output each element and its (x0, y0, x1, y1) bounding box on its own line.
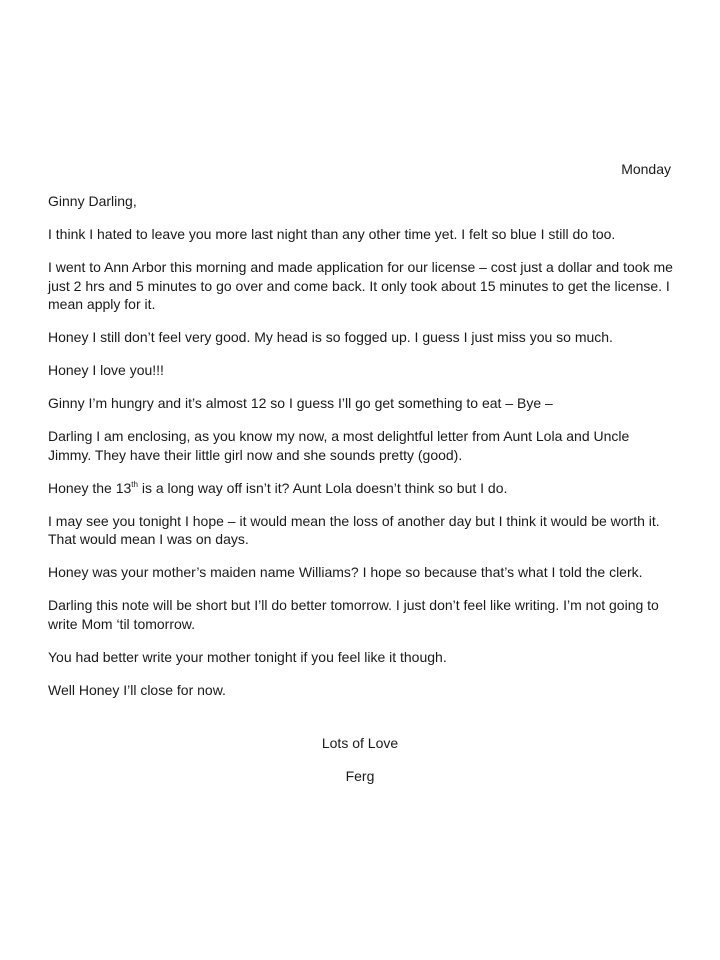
paragraph-7-start: Honey the 13 (48, 479, 132, 496)
salutation: Ginny Darling, (48, 193, 137, 209)
paragraph-9: Honey was your mother’s maiden name Williams? I hope so because that’s what I told the clerk. (48, 564, 643, 580)
paragraph-5: Ginny I’m hungry and it’s almost 12 so I guess I’ll go get something to eat – Bye – (48, 395, 553, 411)
closing-line: Lots of Love (321, 735, 399, 751)
signature: Ferg (345, 768, 375, 784)
paragraph-3: Honey I still don’t feel very good. My head is so fogged up. I guess I just miss you so much. (48, 329, 613, 345)
paragraph-7-end: is a long way off isn’t it? Aunt Lola doesn’t think so but I do. (137, 479, 508, 496)
paragraph-11: You had better write your mother tonight if you feel like it though. (48, 648, 447, 665)
paragraph-8: I may see you tonight I hope – it would mean the loss of another day but I think it would be worth it. That would mean I was on days. (48, 512, 660, 547)
ordinal-suffix: th (131, 479, 138, 489)
paragraph-10: Darling this note will be short but I’ll do better tomorrow. I just don’t feel like writing. I’m not going to write Mom ‘til tomorrow. (48, 597, 659, 632)
paragraph-12: Well Honey I’ll close for now. (48, 681, 226, 698)
paragraph-6: Darling I am enclosing, as you know my now, a most delightful letter from Aunt Lola and Uncle Jimmy. They have their little girl now and she sounds pretty (good). (48, 428, 630, 463)
paragraph-2: I went to Ann Arbor this morning and made application for our license – cost just a dollar and took me just 2 hrs and 5 minutes to go over and come back. It only took about 15 minutes to get the license. I mean apply for it. (48, 259, 673, 312)
paragraph-1: I think I hated to leave you more last night than any other time yet. I felt so blue I still do too. (48, 226, 616, 242)
letter-date: Monday (621, 161, 671, 177)
paragraph-7 (48, 479, 674, 498)
paragraph-4: Honey I love you!!! (48, 362, 164, 378)
letter-body (48, 192, 674, 714)
